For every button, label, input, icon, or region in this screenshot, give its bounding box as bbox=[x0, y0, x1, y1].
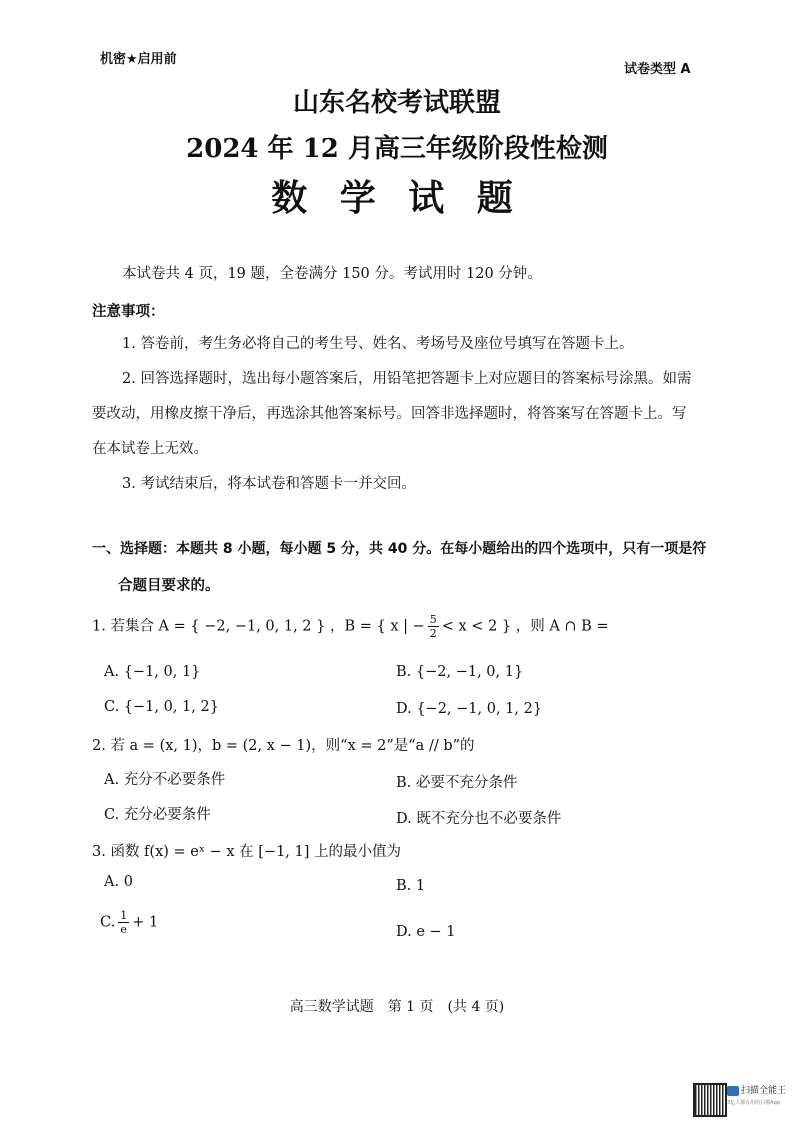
q2-option-d: D. 既不充分也不必要条件 bbox=[396, 811, 562, 827]
scanner-watermark-sub: 3亿人都在用的扫描App bbox=[727, 1100, 780, 1106]
fraction-numerator: 1 bbox=[120, 909, 128, 922]
scanner-logo-icon bbox=[727, 1086, 739, 1096]
page-footer: 高三数学试题 第 1 页 (共 4 页) bbox=[289, 999, 505, 1015]
notes-title: 注意事项： bbox=[92, 304, 165, 320]
question-1-stem-pre: 1. 若集合 A = { −2, −1, 0, 1, 2 } ，B = { x | − bbox=[92, 618, 425, 635]
question-3-stem: 3. 函数 f(x) = eˣ − x 在 [−1, 1] 上的最小值为 bbox=[92, 844, 402, 860]
fraction-5-2 bbox=[428, 614, 439, 639]
q3-option-a: A. 0 bbox=[104, 874, 133, 890]
confidential-label: 机密★启用前 bbox=[100, 52, 177, 67]
section-1-heading-line-1: 一、选择题：本题共 8 小题，每小题 5 分，共 40 分。在每小题给出的四个选项中，只有一项是符 bbox=[92, 541, 707, 557]
q3-option-c bbox=[100, 910, 158, 935]
q3-option-d: D. e − 1 bbox=[396, 924, 456, 940]
q1-option-c: C. {−1, 0, 1, 2} bbox=[104, 699, 219, 715]
paper-type-label: 试卷类型 A bbox=[624, 62, 691, 77]
note-2-line-3: 在本试卷上无效。 bbox=[92, 441, 208, 457]
org-title: 山东名校考试联盟 bbox=[292, 88, 501, 118]
question-1-stem-post: < x < 2 } ，则 A ∩ B = bbox=[441, 618, 609, 635]
fraction-1-e bbox=[118, 910, 129, 935]
scanner-watermark-label: 扫描全能王 bbox=[741, 1086, 787, 1096]
note-2-line-1: 2. 回答选择题时，选出每小题答案后，用铅笔把答题卡上对应题目的答案标号涂黑。如需 bbox=[122, 371, 692, 387]
note-3: 3. 考试结束后，将本试卷和答题卡一并交回。 bbox=[122, 476, 416, 492]
question-2-stem: 2. 若 a = (x, 1)，b = (2, x − 1)，则“x = 2”是“a // b”的 bbox=[92, 738, 475, 754]
fraction-denominator: 2 bbox=[429, 627, 437, 640]
note-1: 1. 答卷前，考生务必将自己的考生号、姓名、考场号及座位号填写在答题卡上。 bbox=[122, 336, 634, 352]
fraction-numerator: 5 bbox=[429, 613, 437, 626]
q2-option-a: A. 充分不必要条件 bbox=[104, 772, 226, 788]
fraction-denominator: e bbox=[120, 923, 127, 936]
question-1-stem bbox=[92, 614, 609, 639]
qr-code-icon bbox=[693, 1083, 727, 1117]
exam-title: 2024 年 12 月高三年级阶段性检测 bbox=[186, 134, 608, 164]
q1-option-b: B. {−2, −1, 0, 1} bbox=[396, 664, 524, 680]
q2-option-c: C. 充分必要条件 bbox=[104, 807, 211, 823]
q1-option-a: A. {−1, 0, 1} bbox=[104, 664, 201, 680]
q3-option-b: B. 1 bbox=[396, 878, 426, 894]
intro-text: 本试卷共 4 页，19 题，全卷满分 150 分。考试用时 120 分钟。 bbox=[122, 266, 542, 282]
q2-option-b: B. 必要不充分条件 bbox=[396, 775, 518, 791]
section-1-heading-line-2: 合题目要求的。 bbox=[118, 578, 220, 594]
q3-option-c-label: C. bbox=[100, 914, 116, 931]
q1-option-d: D. {−2, −1, 0, 1, 2} bbox=[396, 701, 543, 717]
note-2-line-2: 要改动，用橡皮擦干净后，再选涂其他答案标号。回答非选择题时，将答案写在答题卡上。写 bbox=[92, 406, 687, 422]
subject-title: 数 学 试 题 bbox=[271, 177, 523, 219]
q3-option-c-tail: + 1 bbox=[132, 914, 159, 931]
